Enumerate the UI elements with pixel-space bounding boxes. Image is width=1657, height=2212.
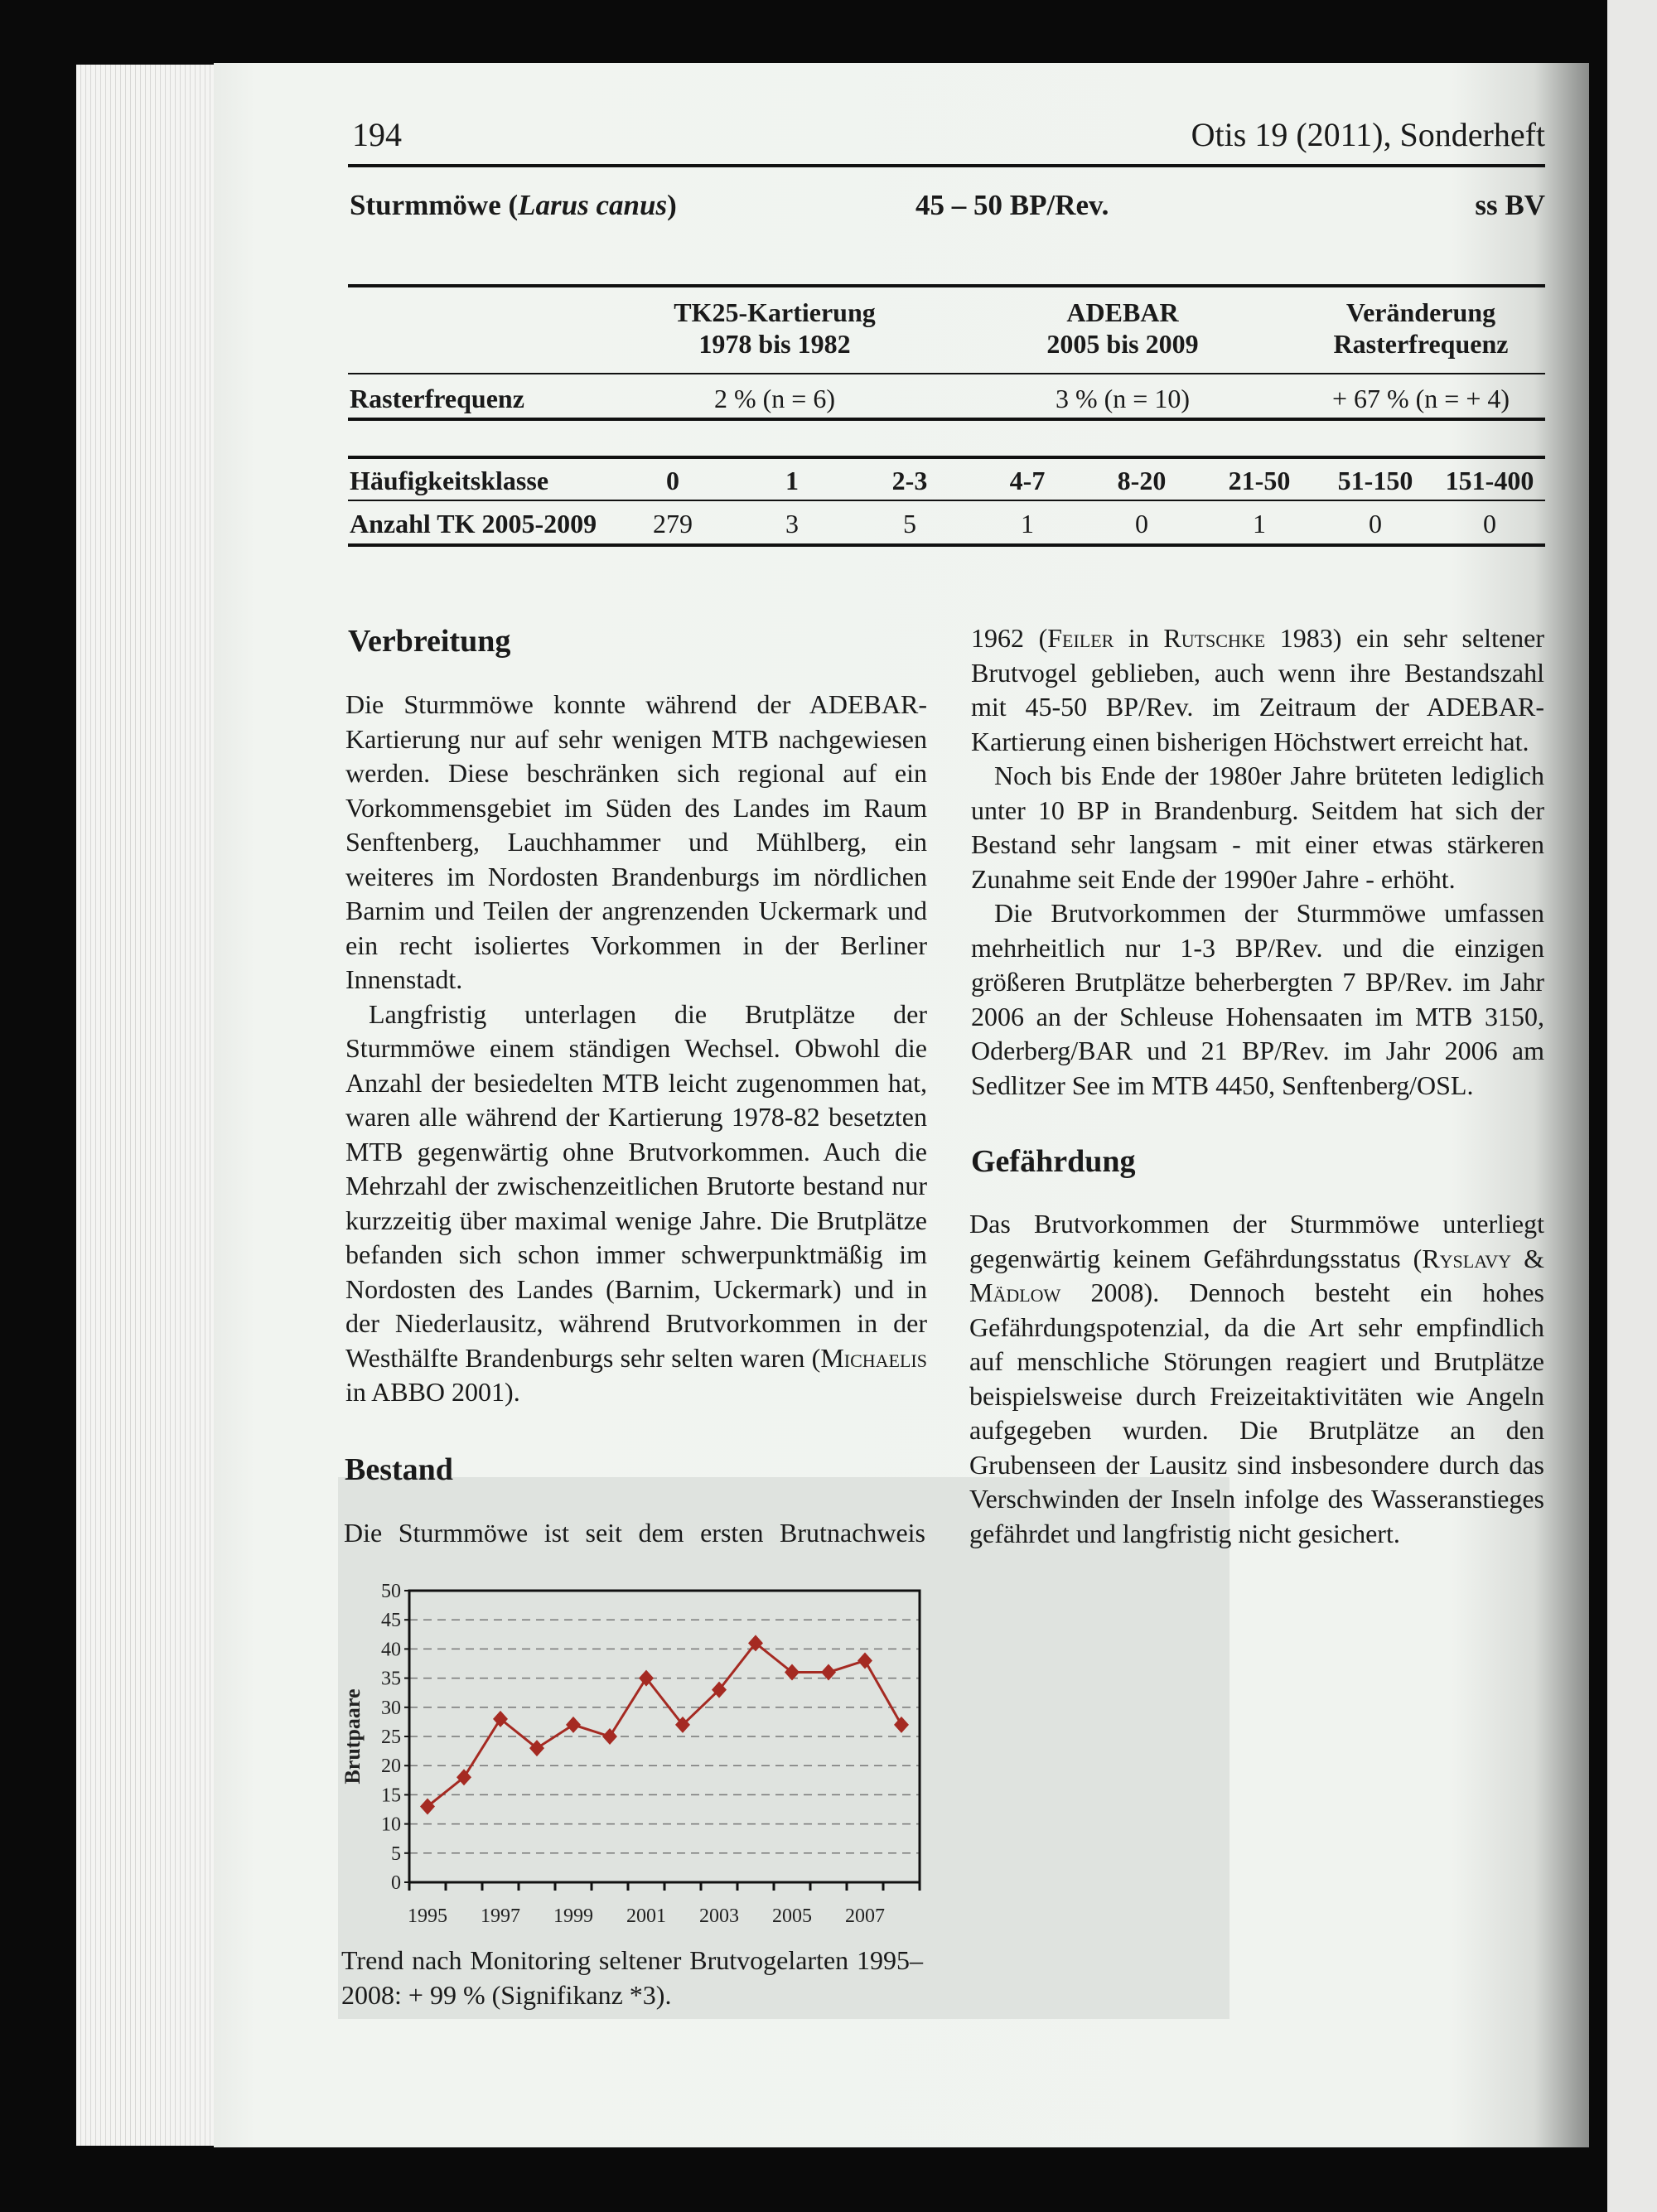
table-rule xyxy=(348,500,1545,501)
text: Langfristig unterlagen die Brutplätze der Sturmmöwe einem ständigen Wechsel. Obwohl die Anzahl der besiedelten MTB leicht zugenommen hat, waren alle während der Kartierung 1978-82 besetzten MTB gegenwärtig ohne Brutvorkommen. Auch die Mehrzahl der zwischenzeitlichen Brutorte bestand nur kurzzeitig über maximal wenige Jahre. Die Brutplätze befanden sich schon immer schwerpunktmäßig im Nordosten des Landes (Barnim, Uckermark) und in der Niederlausitz, während Brutvorkommen in der Westhälfte Brandenburgs sehr selten waren ( xyxy=(345,998,927,1373)
x-tick-label: 2001 xyxy=(626,1905,666,1927)
paragraph xyxy=(971,621,1544,759)
header-line: 2005 bis 2009 xyxy=(1046,329,1199,359)
header-rule xyxy=(348,164,1545,167)
y-tick-label: 50 xyxy=(381,1581,401,1602)
y-tick-label: 30 xyxy=(381,1697,401,1719)
y-tick-label: 25 xyxy=(381,1727,401,1748)
table1-header-adebar xyxy=(1046,297,1198,360)
x-tick-label: 2005 xyxy=(772,1905,812,1927)
raster-label: Rasterfrequenz xyxy=(350,384,524,413)
class-cell: 8-20 xyxy=(1117,466,1167,495)
header-line: Rasterfrequenz xyxy=(1333,329,1509,359)
x-tick-label: 1995 xyxy=(408,1905,447,1927)
y-tick-label: 20 xyxy=(381,1756,401,1778)
table-rule xyxy=(348,284,1545,287)
species-latin: Larus canus xyxy=(518,189,668,221)
class-cell: 4-7 xyxy=(1009,466,1046,495)
count-cell: 279 xyxy=(653,509,693,539)
text: 1983) ein sehr seltener Brutvogel geblieben, auch wenn ihre Bestandszahl mit 45-50 BP/Rev. im Zeitraum der ADEBAR-Kartierung einen bisherigen Höchstwert erreicht hat. xyxy=(971,623,1545,756)
table1-header-tk25 xyxy=(674,297,876,360)
class-cell: 1 xyxy=(785,466,799,495)
author: Rutschke xyxy=(1163,623,1266,653)
count-cell: 0 xyxy=(1135,509,1148,539)
paren: ) xyxy=(667,189,677,221)
table-rule xyxy=(348,418,1545,421)
table-rule xyxy=(348,456,1545,459)
data-point xyxy=(493,1711,508,1727)
x-tick-label: 1997 xyxy=(481,1905,520,1927)
data-point xyxy=(857,1652,872,1669)
x-tick-label: 2003 xyxy=(699,1905,739,1927)
paragraph: Noch bis Ende der 1980er Jahre brüteten lediglich unter 10 BP in Brandenburg. Seitdem hat sich der Bestand sehr langsam - mit einer etwas stärkeren Zunahme seit Ende der 1990er Jahre - erhöht. xyxy=(971,761,1544,894)
count-label: Anzahl TK 2005-2009 xyxy=(350,509,597,539)
header-line: 1978 bis 1982 xyxy=(698,329,851,359)
status-code: ss BV xyxy=(1475,189,1545,221)
author: Ryslavy xyxy=(1422,1243,1512,1273)
paragraph xyxy=(969,1207,1544,1551)
text: 2008). Dennoch besteht ein hohes Gefährdungspotenzial, da die Art sehr empfindlich auf menschliche Störungen reagiert und Brutplätze beispielsweise durch Freizeitaktivitäten wie Angeln aufgegeben wurden. Die Brutplätze an den Grubenseen der Lausitz sind insbesondere durch das Verschwinden der Inseln infolge des Wasseranstieges gefährdet und langfristig nicht gesichert. xyxy=(969,1277,1544,1548)
author: Feiler xyxy=(1047,623,1114,653)
header-line: Veränderung xyxy=(1345,297,1496,327)
data-point xyxy=(529,1740,544,1756)
data-point xyxy=(566,1717,581,1733)
chart-caption: Trend nach Monitoring seltener Brutvogelarten 1995–2008: + 99 % (Signifikanz *3). xyxy=(341,1945,923,2010)
gefaehrdung-text xyxy=(969,1207,1544,1551)
count-cell: 5 xyxy=(903,509,916,539)
count-cell: 1 xyxy=(1253,509,1266,539)
heading-gefaehrdung: Gefährdung xyxy=(971,1144,1136,1179)
author: Michaelis xyxy=(820,1342,927,1373)
facing-page-edge xyxy=(1607,0,1657,2212)
y-tick-label: 10 xyxy=(381,1814,401,1836)
table-rule xyxy=(348,543,1545,547)
y-tick-label: 15 xyxy=(381,1785,401,1807)
y-axis-label: Brutpaare xyxy=(341,1688,365,1785)
author: Mädlow xyxy=(969,1277,1061,1307)
y-tick-label: 0 xyxy=(391,1872,401,1894)
raster-tk25: 2 % (n = 6) xyxy=(713,384,836,413)
journal-title: Otis 19 (2011), Sonderheft xyxy=(1191,116,1545,153)
raster-adebar: 3 % (n = 10) xyxy=(1055,384,1191,413)
species-name: Sturmmöwe ( xyxy=(350,189,519,221)
text: & xyxy=(1511,1243,1545,1273)
text: in xyxy=(1114,623,1164,653)
count-cell: 0 xyxy=(1483,509,1496,539)
y-tick-label: 5 xyxy=(391,1843,401,1865)
population-chart xyxy=(338,1574,935,1939)
page-stack-edge xyxy=(76,65,217,2146)
header-line: ADEBAR xyxy=(1066,297,1179,327)
paragraph: Die Sturmmöwe konnte während der ADEBAR-Kartierung nur auf sehr wenigen MTB nachgewiesen werden. Diese beschränken sich regional auf ein Vorkommensgebiet im Süden des Landes im Raum Senftenberg, Lauchhammer und Mühlberg, ein weiteres im Nordosten Brandenburgs im nördlichen Barnim und Teilen der angrenzenden Uckermark und ein recht isoliertes Vorkommen in der Berliner Innenstadt. xyxy=(345,689,927,994)
heading-verbreitung: Verbreitung xyxy=(348,624,511,659)
class-cell: 151-400 xyxy=(1445,466,1534,495)
raster-change: + 67 % (n = + 4) xyxy=(1331,384,1510,413)
page-number: 194 xyxy=(352,116,402,153)
text: 1962 ( xyxy=(971,623,1048,653)
count-cell: 3 xyxy=(785,509,799,539)
table-rule xyxy=(348,373,1545,374)
class-cell: 0 xyxy=(666,466,679,495)
table1-header-change xyxy=(1334,297,1509,360)
data-point xyxy=(894,1717,909,1733)
left-column-text xyxy=(345,688,927,1410)
header-line: TK25-Kartierung xyxy=(674,297,876,327)
class-cell: 2-3 xyxy=(891,466,928,495)
paragraph xyxy=(345,997,927,1410)
population-count: 45 – 50 BP/Rev. xyxy=(915,189,1109,221)
species-title xyxy=(350,189,677,222)
data-point xyxy=(457,1769,471,1785)
data-point xyxy=(420,1798,435,1814)
class-label: Häufigkeitsklasse xyxy=(350,466,549,495)
x-tick-label: 2007 xyxy=(845,1905,885,1927)
class-cell: 51-150 xyxy=(1337,466,1413,495)
right-column-text xyxy=(971,621,1544,1103)
paragraph: Die Brutvorkommen der Sturmmöwe umfassen mehrheitlich nur 1-3 BP/Rev. und die einzigen größeren Brutplätze beherbergten 7 BP/Rev. im Jahr 2006 an der Schleuse Hohensaaten im MTB 3150, Oderberg/BAR und 21 BP/Rev. im Jahr 2006 am Sedlitzer See im MTB 4450, Senftenberg/OSL. xyxy=(971,898,1544,1100)
bestand-text: Die Sturmmöwe ist seit dem ersten Brutnachweis xyxy=(344,1518,925,1548)
y-tick-label: 40 xyxy=(381,1639,401,1661)
data-point xyxy=(602,1728,617,1745)
class-cell: 21-50 xyxy=(1228,466,1291,495)
count-cell: 1 xyxy=(1021,509,1034,539)
text: Das Brutvorkommen der Sturmmöwe unterliegt gegenwärtig keinem Gefährdungsstatus ( xyxy=(969,1209,1544,1273)
y-tick-label: 35 xyxy=(381,1668,401,1690)
text: in ABBO 2001). xyxy=(345,1377,520,1407)
x-tick-label: 1999 xyxy=(553,1905,593,1927)
count-cell: 0 xyxy=(1369,509,1382,539)
y-tick-label: 45 xyxy=(381,1610,401,1632)
heading-bestand: Bestand xyxy=(345,1452,453,1487)
